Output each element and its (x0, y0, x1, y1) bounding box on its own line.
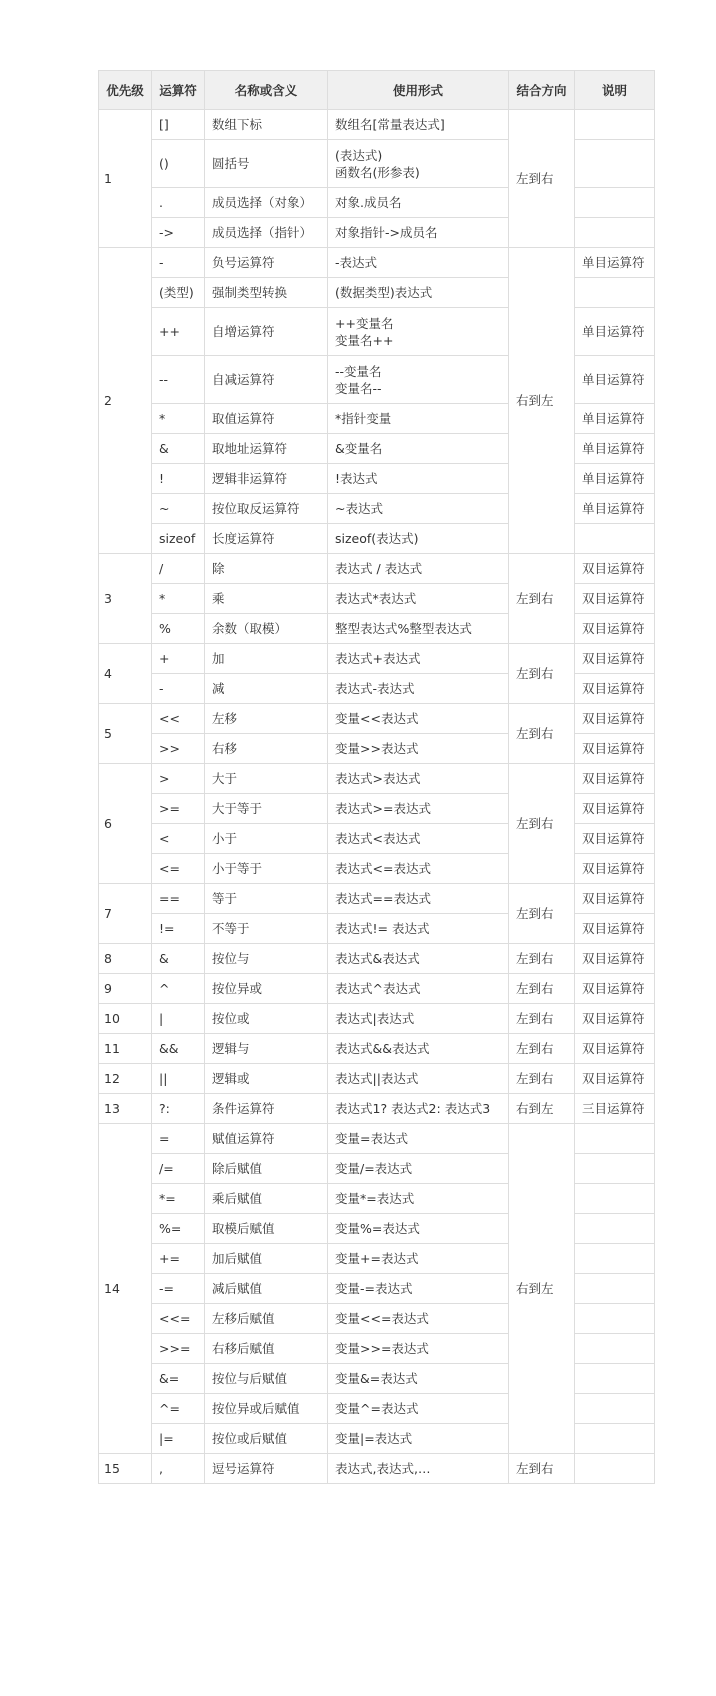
usage-line: 整型表达式%整型表达式 (335, 621, 472, 636)
usage-line: 表达式,表达式,… (335, 1461, 431, 1476)
operator-cell: - (152, 248, 205, 278)
table-body (99, 110, 655, 1484)
operator-cell: >= (152, 794, 205, 824)
name-cell: 取地址运算符 (205, 434, 328, 464)
table-row (99, 884, 655, 914)
name-cell: 余数（取模） (205, 614, 328, 644)
note-cell: 双目运算符 (575, 674, 655, 704)
note-cell: 双目运算符 (575, 584, 655, 614)
note-cell: 双目运算符 (575, 794, 655, 824)
name-cell: 逗号运算符 (205, 1454, 328, 1484)
operator-precedence-table-container (98, 70, 655, 1484)
note-cell (575, 1244, 655, 1274)
name-cell: 按位异或后赋值 (205, 1394, 328, 1424)
header-note: 说明 (575, 71, 655, 110)
table-row (99, 248, 655, 278)
name-cell: 加 (205, 644, 328, 674)
associativity-cell: 右到左 (509, 1094, 575, 1124)
operator-cell: == (152, 884, 205, 914)
usage-line: 变量*=表达式 (335, 1191, 415, 1206)
note-cell (575, 1214, 655, 1244)
associativity-cell: 左到右 (509, 764, 575, 884)
name-cell: 乘后赋值 (205, 1184, 328, 1214)
usage-line: -表达式 (335, 255, 378, 270)
note-cell (575, 1154, 655, 1184)
associativity-cell: 右到左 (509, 248, 575, 554)
note-cell: 双目运算符 (575, 644, 655, 674)
usage-cell (328, 248, 509, 278)
usage-line: 变量%=表达式 (335, 1221, 420, 1236)
operator-cell: ^= (152, 1394, 205, 1424)
name-cell: 除 (205, 554, 328, 584)
associativity-cell: 左到右 (509, 1034, 575, 1064)
usage-line: ~表达式 (335, 501, 383, 516)
note-cell (575, 110, 655, 140)
usage-line: 变量>>表达式 (335, 741, 419, 756)
table-row (99, 1454, 655, 1484)
usage-cell (328, 308, 509, 356)
usage-line: 表达式&表达式 (335, 951, 420, 966)
table-row (99, 554, 655, 584)
usage-cell (328, 614, 509, 644)
operator-cell: . (152, 188, 205, 218)
name-cell: 自增运算符 (205, 308, 328, 356)
usage-cell (328, 584, 509, 614)
operator-cell: | (152, 1004, 205, 1034)
usage-line: 表达式==表达式 (335, 891, 431, 906)
name-cell: 数组下标 (205, 110, 328, 140)
name-cell: 赋值运算符 (205, 1124, 328, 1154)
note-cell (575, 1334, 655, 1364)
operator-cell: & (152, 944, 205, 974)
usage-line: 表达式^表达式 (335, 981, 421, 996)
usage-cell (328, 854, 509, 884)
usage-cell (328, 764, 509, 794)
name-cell: 条件运算符 (205, 1094, 328, 1124)
operator-cell: [] (152, 110, 205, 140)
usage-cell (328, 1034, 509, 1064)
name-cell: 加后赋值 (205, 1244, 328, 1274)
note-cell: 双目运算符 (575, 1004, 655, 1034)
usage-line: 变量>>=表达式 (335, 1341, 429, 1356)
note-cell (575, 278, 655, 308)
associativity-cell: 左到右 (509, 704, 575, 764)
table-row (99, 1094, 655, 1124)
note-cell: 双目运算符 (575, 734, 655, 764)
usage-line: 数组名[常量表达式] (335, 117, 445, 132)
usage-line: 变量^=表达式 (335, 1401, 419, 1416)
usage-cell (328, 140, 509, 188)
operator-cell: -> (152, 218, 205, 248)
table-row (99, 1124, 655, 1154)
operator-cell: > (152, 764, 205, 794)
usage-line: 变量名-- (335, 380, 382, 396)
usage-line: sizeof(表达式) (335, 531, 419, 546)
header-priority: 优先级 (99, 71, 152, 110)
table-row (99, 1064, 655, 1094)
note-cell (575, 140, 655, 188)
operator-cell: ?: (152, 1094, 205, 1124)
operator-cell: += (152, 1244, 205, 1274)
usage-cell (328, 674, 509, 704)
operator-cell: & (152, 434, 205, 464)
name-cell: 按位与 (205, 944, 328, 974)
priority-cell: 6 (99, 764, 152, 884)
name-cell: 除后赋值 (205, 1154, 328, 1184)
table-row (99, 110, 655, 140)
usage-cell (328, 1334, 509, 1364)
operator-cell: ^ (152, 974, 205, 1004)
usage-line: 变量<<表达式 (335, 711, 419, 726)
associativity-cell: 左到右 (509, 884, 575, 944)
note-cell: 单目运算符 (575, 248, 655, 278)
usage-line: 对象指针->成员名 (335, 225, 438, 240)
note-cell: 单目运算符 (575, 434, 655, 464)
name-cell: 减 (205, 674, 328, 704)
name-cell: 自减运算符 (205, 356, 328, 404)
associativity-cell: 左到右 (509, 110, 575, 248)
table-row (99, 1034, 655, 1064)
note-cell (575, 1304, 655, 1334)
operator-cell: - (152, 674, 205, 704)
operator-cell: , (152, 1454, 205, 1484)
associativity-cell: 左到右 (509, 974, 575, 1004)
associativity-cell: 左到右 (509, 1454, 575, 1484)
name-cell: 取模后赋值 (205, 1214, 328, 1244)
usage-line: 对象.成员名 (335, 195, 402, 210)
table-row (99, 1004, 655, 1034)
operator-precedence-table (98, 70, 655, 1484)
name-cell: 右移 (205, 734, 328, 764)
note-cell: 双目运算符 (575, 884, 655, 914)
usage-cell (328, 494, 509, 524)
operator-cell: *= (152, 1184, 205, 1214)
usage-line: 表达式||表达式 (335, 1071, 419, 1086)
name-cell: 成员选择（对象） (205, 188, 328, 218)
operator-cell: <<= (152, 1304, 205, 1334)
associativity-cell: 左到右 (509, 1064, 575, 1094)
usage-line: 表达式|表达式 (335, 1011, 415, 1026)
usage-cell (328, 188, 509, 218)
note-cell: 双目运算符 (575, 1034, 655, 1064)
priority-cell: 2 (99, 248, 152, 554)
priority-cell: 9 (99, 974, 152, 1004)
usage-cell (328, 1274, 509, 1304)
name-cell: 等于 (205, 884, 328, 914)
operator-cell: >>= (152, 1334, 205, 1364)
name-cell: 大于 (205, 764, 328, 794)
usage-cell (328, 110, 509, 140)
priority-cell: 1 (99, 110, 152, 248)
usage-cell (328, 1304, 509, 1334)
name-cell: 右移后赋值 (205, 1334, 328, 1364)
usage-line: *指针变量 (335, 411, 392, 426)
usage-line: 表达式+表达式 (335, 651, 421, 666)
usage-cell (328, 944, 509, 974)
usage-cell (328, 1064, 509, 1094)
usage-line: 表达式>=表达式 (335, 801, 431, 816)
usage-cell (328, 1004, 509, 1034)
name-cell: 逻辑非运算符 (205, 464, 328, 494)
note-cell: 双目运算符 (575, 854, 655, 884)
usage-line: 变量<<=表达式 (335, 1311, 429, 1326)
priority-cell: 4 (99, 644, 152, 704)
name-cell: 按位或后赋值 (205, 1424, 328, 1454)
usage-line: 表达式>表达式 (335, 771, 421, 786)
usage-cell (328, 1214, 509, 1244)
usage-cell (328, 1424, 509, 1454)
note-cell (575, 1364, 655, 1394)
usage-cell (328, 1244, 509, 1274)
usage-line: 表达式-表达式 (335, 681, 415, 696)
header-usage: 使用形式 (328, 71, 509, 110)
header-row (99, 71, 655, 110)
operator-cell: >> (152, 734, 205, 764)
usage-cell (328, 704, 509, 734)
usage-cell (328, 404, 509, 434)
table-header (99, 71, 655, 110)
note-cell: 三目运算符 (575, 1094, 655, 1124)
usage-cell (328, 554, 509, 584)
note-cell: 双目运算符 (575, 1064, 655, 1094)
usage-line: 变量-=表达式 (335, 1281, 413, 1296)
name-cell: 按位与后赋值 (205, 1364, 328, 1394)
note-cell (575, 188, 655, 218)
usage-line: 变量|=表达式 (335, 1431, 413, 1446)
usage-line: 表达式<=表达式 (335, 861, 431, 876)
priority-cell: 7 (99, 884, 152, 944)
table-row (99, 644, 655, 674)
name-cell: 逻辑与 (205, 1034, 328, 1064)
usage-cell (328, 824, 509, 854)
name-cell: 圆括号 (205, 140, 328, 188)
usage-line: 变量=表达式 (335, 1131, 408, 1146)
usage-cell (328, 794, 509, 824)
usage-line: 函数名(形参表) (335, 164, 420, 180)
note-cell: 单目运算符 (575, 494, 655, 524)
associativity-cell: 右到左 (509, 1124, 575, 1454)
operator-cell: && (152, 1034, 205, 1064)
header-operator: 运算符 (152, 71, 205, 110)
usage-line: 变量/=表达式 (335, 1161, 413, 1176)
priority-cell: 8 (99, 944, 152, 974)
associativity-cell: 左到右 (509, 944, 575, 974)
note-cell: 双目运算符 (575, 764, 655, 794)
header-associativity: 结合方向 (509, 71, 575, 110)
usage-line: 表达式&&表达式 (335, 1041, 430, 1056)
usage-cell (328, 524, 509, 554)
operator-cell: < (152, 824, 205, 854)
note-cell: 双目运算符 (575, 974, 655, 1004)
note-cell (575, 1454, 655, 1484)
priority-cell: 5 (99, 704, 152, 764)
note-cell: 双目运算符 (575, 614, 655, 644)
operator-cell: -= (152, 1274, 205, 1304)
operator-cell: |= (152, 1424, 205, 1454)
operator-cell: <= (152, 854, 205, 884)
operator-cell: + (152, 644, 205, 674)
operator-cell: ! (152, 464, 205, 494)
note-cell: 双目运算符 (575, 824, 655, 854)
name-cell: 不等于 (205, 914, 328, 944)
usage-line: 表达式1? 表达式2: 表达式3 (335, 1101, 491, 1116)
usage-cell (328, 1094, 509, 1124)
operator-cell: ~ (152, 494, 205, 524)
usage-cell (328, 884, 509, 914)
operator-cell: /= (152, 1154, 205, 1184)
usage-cell (328, 464, 509, 494)
note-cell: 双目运算符 (575, 914, 655, 944)
operator-cell: sizeof (152, 524, 205, 554)
note-cell (575, 1124, 655, 1154)
usage-cell (328, 1124, 509, 1154)
operator-cell: ++ (152, 308, 205, 356)
note-cell (575, 218, 655, 248)
usage-line: --变量名 (335, 363, 382, 379)
name-cell: 左移 (205, 704, 328, 734)
name-cell: 强制类型转换 (205, 278, 328, 308)
operator-cell: / (152, 554, 205, 584)
name-cell: 减后赋值 (205, 1274, 328, 1304)
usage-cell (328, 1154, 509, 1184)
priority-cell: 10 (99, 1004, 152, 1034)
operator-cell: || (152, 1064, 205, 1094)
note-cell: 单目运算符 (575, 356, 655, 404)
usage-cell (328, 278, 509, 308)
usage-cell (328, 734, 509, 764)
table-row (99, 944, 655, 974)
priority-cell: 12 (99, 1064, 152, 1094)
name-cell: 逻辑或 (205, 1064, 328, 1094)
name-cell: 小于 (205, 824, 328, 854)
note-cell (575, 1394, 655, 1424)
name-cell: 按位异或 (205, 974, 328, 1004)
operator-cell: () (152, 140, 205, 188)
name-cell: 长度运算符 (205, 524, 328, 554)
usage-cell (328, 434, 509, 464)
operator-cell: != (152, 914, 205, 944)
table-row (99, 764, 655, 794)
note-cell: 单目运算符 (575, 308, 655, 356)
name-cell: 大于等于 (205, 794, 328, 824)
usage-line: &变量名 (335, 441, 383, 456)
operator-cell: % (152, 614, 205, 644)
operator-cell: * (152, 404, 205, 434)
note-cell (575, 1424, 655, 1454)
note-cell: 双目运算符 (575, 554, 655, 584)
note-cell: 单目运算符 (575, 464, 655, 494)
name-cell: 左移后赋值 (205, 1304, 328, 1334)
name-cell: 负号运算符 (205, 248, 328, 278)
usage-cell (328, 1364, 509, 1394)
operator-cell: (类型) (152, 278, 205, 308)
priority-cell: 15 (99, 1454, 152, 1484)
usage-line: (表达式) (335, 147, 383, 163)
name-cell: 成员选择（指针） (205, 218, 328, 248)
usage-cell (328, 356, 509, 404)
priority-cell: 13 (99, 1094, 152, 1124)
usage-cell (328, 974, 509, 1004)
operator-cell: << (152, 704, 205, 734)
note-cell (575, 524, 655, 554)
operator-cell: &= (152, 1364, 205, 1394)
usage-cell (328, 914, 509, 944)
name-cell: 按位取反运算符 (205, 494, 328, 524)
operator-cell: %= (152, 1214, 205, 1244)
note-cell: 双目运算符 (575, 944, 655, 974)
usage-cell (328, 1454, 509, 1484)
priority-cell: 11 (99, 1034, 152, 1064)
note-cell (575, 1274, 655, 1304)
operator-cell: = (152, 1124, 205, 1154)
associativity-cell: 左到右 (509, 554, 575, 644)
associativity-cell: 左到右 (509, 644, 575, 704)
usage-line: 变量+=表达式 (335, 1251, 419, 1266)
priority-cell: 3 (99, 554, 152, 644)
usage-cell (328, 1184, 509, 1214)
operator-cell: -- (152, 356, 205, 404)
table-row (99, 974, 655, 1004)
name-cell: 乘 (205, 584, 328, 614)
name-cell: 按位或 (205, 1004, 328, 1034)
usage-line: ++变量名 (335, 315, 394, 331)
note-cell: 双目运算符 (575, 704, 655, 734)
name-cell: 小于等于 (205, 854, 328, 884)
associativity-cell: 左到右 (509, 1004, 575, 1034)
usage-line: 变量&=表达式 (335, 1371, 418, 1386)
usage-line: 变量名++ (335, 332, 394, 348)
usage-line: 表达式*表达式 (335, 591, 417, 606)
name-cell: 取值运算符 (205, 404, 328, 434)
usage-line: 表达式 / 表达式 (335, 561, 423, 576)
note-cell (575, 1184, 655, 1214)
usage-line: 表达式<表达式 (335, 831, 421, 846)
usage-line: !表达式 (335, 471, 378, 486)
priority-cell: 14 (99, 1124, 152, 1454)
note-cell: 单目运算符 (575, 404, 655, 434)
operator-cell: * (152, 584, 205, 614)
usage-cell (328, 1394, 509, 1424)
header-name: 名称或含义 (205, 71, 328, 110)
usage-cell (328, 644, 509, 674)
table-row (99, 704, 655, 734)
usage-cell (328, 218, 509, 248)
usage-line: (数据类型)表达式 (335, 285, 433, 300)
usage-line: 表达式!= 表达式 (335, 921, 430, 936)
